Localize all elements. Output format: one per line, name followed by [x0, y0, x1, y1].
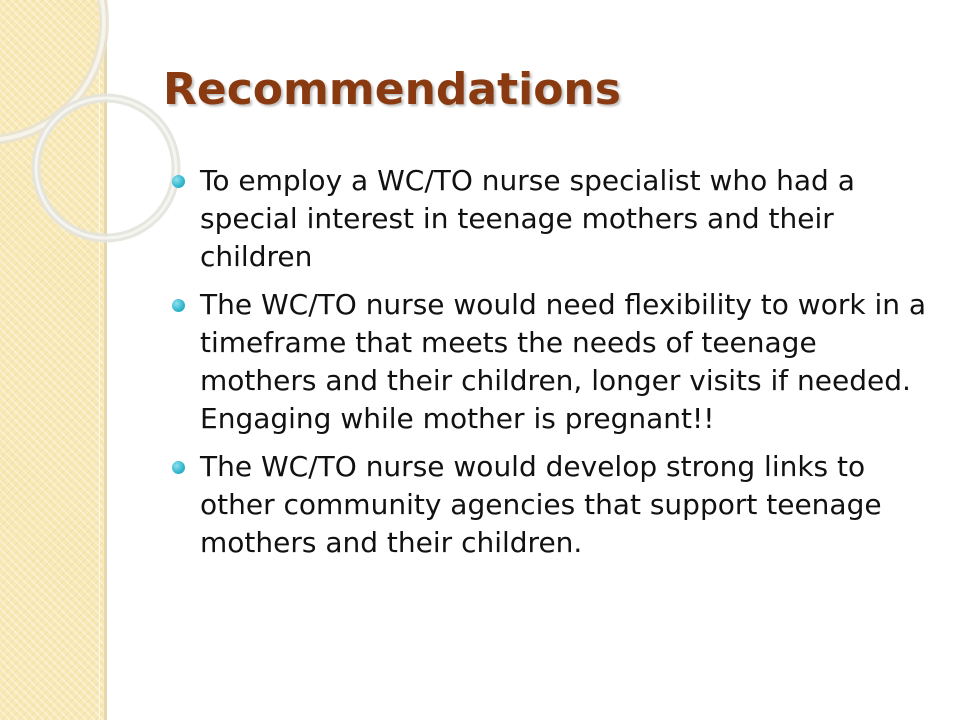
bullet-text: The WC/TO nurse would develop strong links to other community agencies that support teenage mothers and their children. — [200, 450, 882, 559]
bullet-item — [172, 286, 932, 438]
bullet-item — [172, 448, 932, 562]
bullet-dot-icon — [172, 175, 185, 188]
bullet-text: To employ a WC/TO nurse specialist who had a special interest in teenage mothers and their children — [200, 164, 855, 273]
bullet-item — [172, 162, 932, 276]
bullet-text: The WC/TO nurse would need flexibility to work in a timeframe that meets the needs of teenage mothers and their children, longer visits if needed. Engaging while mother is pregnant!! — [200, 288, 927, 435]
bullet-list — [172, 162, 932, 562]
bullet-dot-icon — [172, 461, 185, 474]
bullet-dot-icon — [172, 299, 185, 312]
decor-ring-small-highlight — [36, 98, 176, 238]
slide-title: Recommendations — [163, 64, 621, 115]
